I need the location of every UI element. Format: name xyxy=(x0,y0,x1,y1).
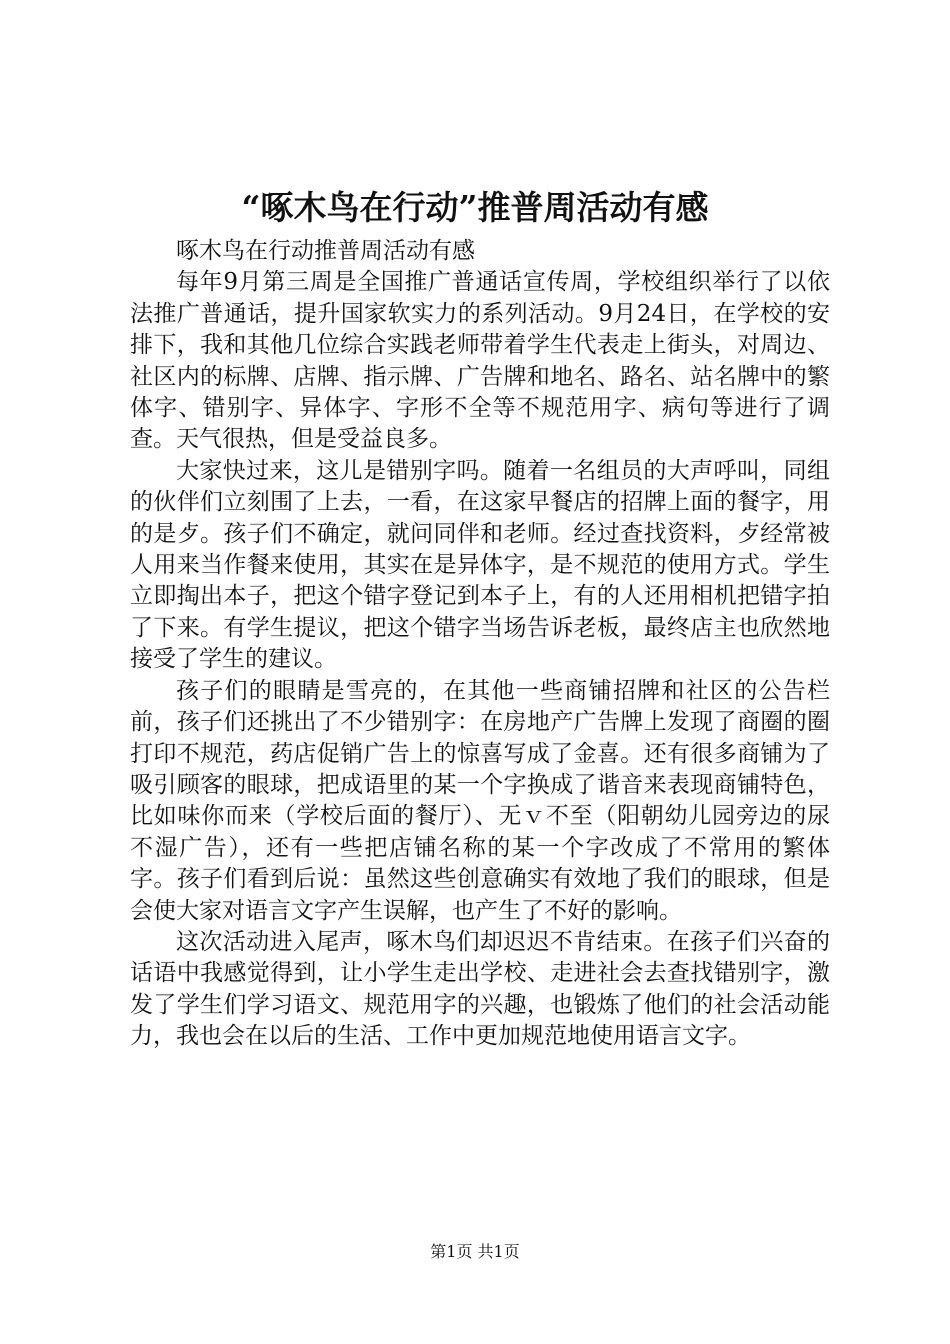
document-body xyxy=(130,236,830,1053)
paragraph-3: 孩子们的眼睛是雪亮的，在其他一些商铺招牌和社区的公告栏前，孩子们还挑出了不少错别字：在房地产广告牌上发现了商圈的圈打印不规范，药店促销广告上的惊喜写成了金喜。还有很多商铺为了吸引顾客的眼球，把成语里的某一个字换成了谐音来表现商铺特色，比如味你而来（学校后面的餐厅）、无ｖ不至（阳朝幼儿园旁边的尿不湿广告），还有一些把店铺名称的某一个字改成了不常用的繁体字。孩子们看到后说：虽然这些创意确实有效地了我们的眼球，但是会使大家对语言文字产生误解，也产生了不好的影响。 xyxy=(130,677,830,924)
paragraph-2: 大家快过来，这儿是错别字吗。随着一名组员的大声呼叫，同组的伙伴们立刻围了上去，一看，在这家早餐店的招牌上面的餐字，用的是歺。孩子们不确定，就问同伴和老师。经过查找资料，歺经常被人用来当作餐来使用，其实在是异体字，是不规范的使用方式。学生立即掏出本子，把这个错字登记到本子上，有的人还用相机把错字拍了下来。有学生提议，把这个错字当场告诉老板，最终店主也欣然地接受了学生的建议。 xyxy=(130,457,830,673)
page-number-footer: 第1页 共1页 xyxy=(430,1242,520,1261)
document-title: “啄木鸟在行动”推普周活动有感 xyxy=(241,188,709,227)
paragraph-subtitle: 啄木鸟在行动推普周活动有感 xyxy=(176,238,475,264)
paragraph-1: 每年9月第三周是全国推广普通话宣传周，学校组织举行了以依法推广普通话，提升国家软实力的系列活动。9月24日，在学校的安排下，我和其他几位综合实践老师带着学生代表走上街头，对周边、社区内的标牌、店牌、指示牌、广告牌和地名、路名、站名牌中的繁体字、错别字、异体字、字形不全等不规范用字、病句等进行了调查。天气很热，但是受益良多。 xyxy=(130,269,830,453)
paragraph-4: 这次活动进入尾声，啄木鸟们却迟迟不肯结束。在孩子们兴奋的话语中我感觉得到，让小学生走出学校、走进社会去查找错别字，激发了学生们学习语文、规范用字的兴趣，也锻炼了他们的社会活动能力，我也会在以后的生活、工作中更加规范地使用语言文字。 xyxy=(130,928,830,1050)
